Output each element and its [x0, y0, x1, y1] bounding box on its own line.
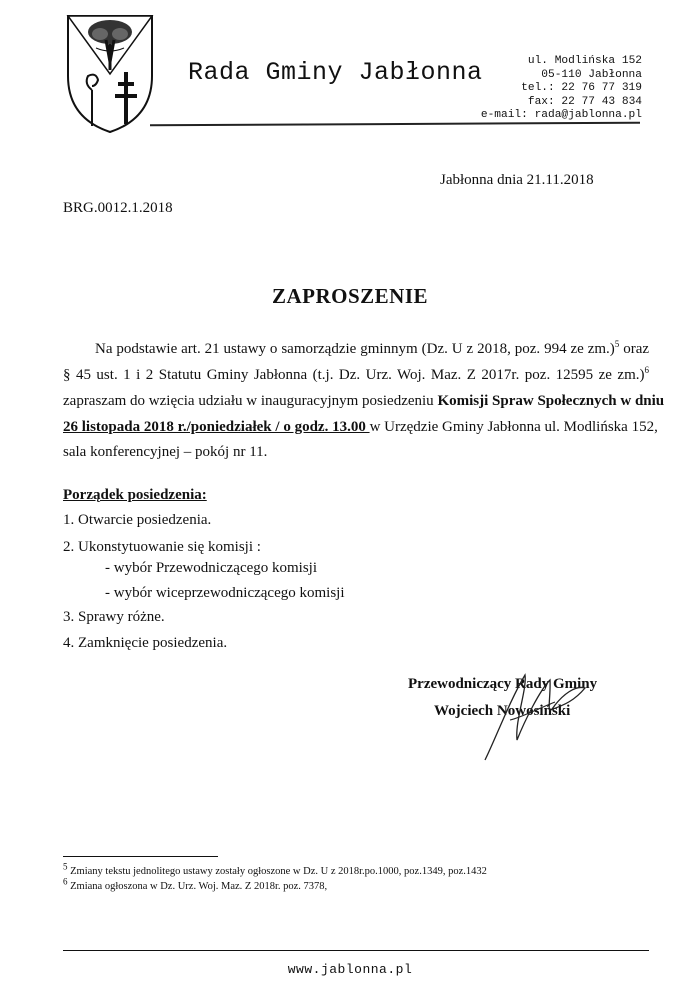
signatory-title: Przewodniczący Rady Gminy: [408, 676, 598, 692]
address-postal: 05-110 Jabłonna: [541, 68, 642, 81]
footnote-ref-6: 6: [644, 365, 649, 375]
organization-name: Rada Gminy Jabłonna: [188, 58, 483, 87]
email-address: e-mail: rada@jablonna.pl: [480, 109, 642, 121]
paragraph-text: oraz: [619, 341, 650, 357]
signatory-name: Wojciech Nowosiński: [434, 703, 571, 719]
handwritten-signature: [455, 660, 605, 770]
agenda-item: 4. Zamknięcie posiedzenia.: [63, 635, 228, 651]
footnote-text: Zmiana ogłoszona w Dz. Urz. Woj. Maz. Z 2018r. poz. 7378,: [67, 881, 328, 892]
paragraph-line-1: [95, 341, 649, 358]
footnote-5: [63, 861, 487, 877]
address-block: [481, 55, 642, 123]
reference-number: BRG.0012.1.2018: [63, 200, 173, 216]
agenda-subitem: - wybór Przewodniczącego komisji: [105, 560, 318, 576]
committee-name: Komisji Spraw Społecznych w dniu: [437, 393, 665, 409]
meeting-date-time: 26 listopada 2018 r./poniedziałek / o godz. 13.00: [63, 419, 370, 435]
header-divider: [150, 122, 640, 127]
footnote-6: [63, 876, 328, 892]
paragraph-line-2: [63, 367, 649, 384]
agenda-item: 3. Sprawy różne.: [63, 609, 165, 625]
footnote-divider: [63, 856, 218, 857]
footnote-mark: 6: [63, 876, 68, 887]
paragraph-line-4: [63, 419, 658, 436]
agenda-item: 1. Otwarcie posiedzenia.: [63, 512, 212, 528]
address-street: ul. Modlińska 152: [527, 55, 642, 67]
agenda-subitem: - wybór wiceprzewodniczącego komisji: [105, 585, 345, 601]
footnote-text: Zmiany tekstu jednolitego ustawy zostały ogłoszone w Dz. U z 2018r.po.1000, poz.1349, poz.1432: [67, 866, 487, 877]
document-date: Jabłonna dnia 21.11.2018: [440, 172, 594, 188]
paragraph-line-3: [63, 393, 665, 410]
footnote-ref-5: 5: [614, 339, 620, 349]
paragraph-text: § 45 ust. 1 i 2 Statutu Gminy Jabłonna (t.j. Dz. Urz. Woj. Maz. Z 2017r. poz. 12595 ze zm.): [63, 367, 645, 383]
phone-number: tel.: 22 76 77 319: [521, 82, 642, 94]
footer-divider: [63, 950, 649, 951]
fax-number: fax: 22 77 43 834: [527, 95, 642, 108]
document-title: ZAPROSZENIE: [271, 284, 429, 308]
paragraph-text: Na podstawie art. 21 ustawy o samorządzie gminnym (Dz. U z 2018, poz. 994 ze zm.): [95, 341, 615, 357]
agenda-title: Porządek posiedzenia:: [63, 487, 207, 503]
paragraph-text: w Urzędzie Gminy Jabłonna ul. Modlińska 152,: [369, 419, 658, 435]
agenda-item: 2. Ukonstytuowanie się komisji :: [63, 539, 261, 555]
footnote-mark: 5: [63, 861, 68, 872]
coat-of-arms-logo: [66, 14, 154, 134]
paragraph-text: zapraszam do wzięcia udziału w inauguracyjnym posiedzeniu: [63, 393, 438, 409]
footer-website: www.jablonna.pl: [287, 962, 413, 977]
paragraph-line-5: sala konferencyjnej – pokój nr 11.: [63, 444, 268, 460]
